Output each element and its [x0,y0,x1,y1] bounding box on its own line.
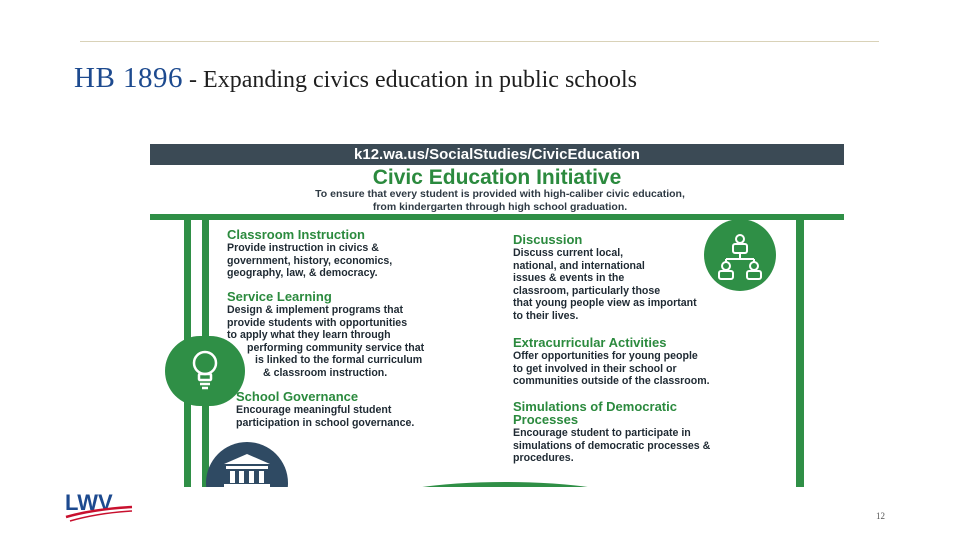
text-line: participation in school governance. [236,416,415,429]
poster-url: k12.wa.us/SocialStudies/CivicEducation [150,144,844,165]
text-line: geography, law, & democracy. [227,267,378,279]
text-line: government, history, economics, [227,254,393,267]
text-line: & classroom instruction. [263,366,388,379]
text-line: Offer opportunities for young people [513,350,698,362]
poster-subtitle-line: from kindergarten through high school graduation. [372,201,628,213]
text-line: to get involved in their school or [513,362,677,375]
poster-subtitle [280,188,720,214]
text-line: that young people view as important [513,297,697,309]
poster-title: Civic Education Initiative [372,166,622,189]
section-text [227,242,507,280]
text-line: provide students with opportunities [227,316,408,329]
text-line: issues & events in the [513,272,625,284]
text-line: is linked to the formal curriculum [255,354,423,366]
section-heading: Classroom Instruction [227,227,365,242]
green-post [796,220,804,487]
section-service-learning [227,290,517,379]
text-line: simulations of democratic processes & [513,439,711,452]
heading-line: Simulations of Democratic [513,399,677,414]
section-heading [513,400,793,426]
text-line: communities outside of the classroom. [513,375,710,387]
text-line: Discuss current local, [513,247,624,259]
heading-line: Processes [513,412,579,427]
slide-title [74,62,637,95]
text-line: performing community service that [247,341,425,354]
slide-title-text: - Expanding civics education in public schools [183,67,637,93]
text-line: Encourage student to participate in [513,427,691,439]
lwv-logo [64,489,134,523]
section-text [513,427,793,465]
section-heading: School Governance [236,389,359,404]
section-heading: Extracurricular Activities [513,335,667,350]
text-line: procedures. [513,452,574,464]
text-line: classroom, particularly those [513,284,661,297]
logo-text: LWV [65,490,113,515]
section-text [236,404,516,429]
top-rule [80,41,879,42]
text-line: national, and international [513,259,645,272]
text-line: to apply what they learn through [227,329,391,341]
section-classroom-instruction [227,228,507,280]
section-simulations [513,400,793,465]
green-dome [380,482,630,487]
civic-education-poster [150,144,844,487]
slide-title-number: HB 1896 [74,62,184,94]
text-line: to their lives. [513,309,579,322]
page-number: 12 [876,511,885,521]
section-school-governance [236,390,516,429]
lightbulb-icon [165,336,245,406]
government-building-icon [206,442,288,487]
section-text [227,304,517,379]
text-line: Design & implement programs that [227,304,404,316]
text-line: Provide instruction in civics & [227,242,379,254]
section-heading: Service Learning [227,289,332,304]
section-heading: Discussion [513,232,583,247]
section-extracurricular-activities [513,336,793,388]
section-text [513,350,793,388]
text-line: Encourage meaningful student [236,404,392,416]
poster-subtitle-line: To ensure that every student is provided with high-caliber civic education, [315,188,685,200]
people-network-icon [704,219,776,291]
